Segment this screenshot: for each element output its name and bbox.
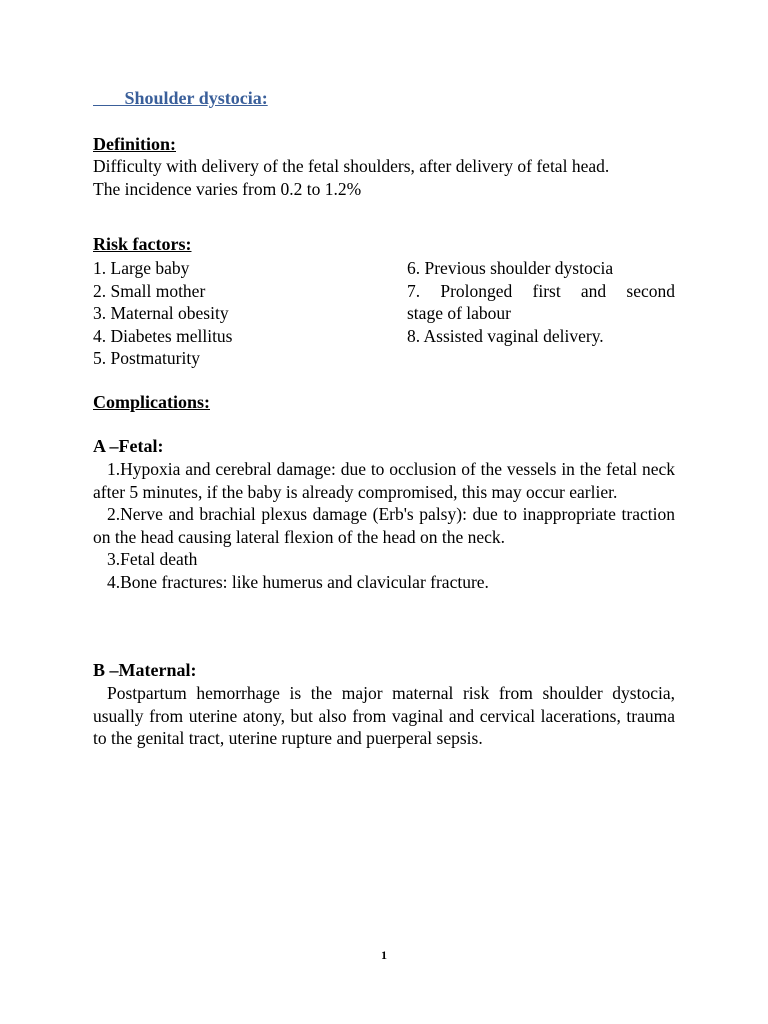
maternal-heading: B –Maternal: bbox=[93, 660, 197, 680]
fetal-complications-list bbox=[93, 458, 675, 593]
risk-factor-item-continued: stage of labour bbox=[407, 303, 511, 323]
risk-factors-heading: Risk factors: bbox=[93, 234, 192, 254]
fetal-heading: A –Fetal: bbox=[93, 436, 164, 456]
definition-heading: Definition: bbox=[93, 134, 176, 154]
maternal-complications-text: Postpartum hemorrhage is the major maternal risk from shoulder dystocia, usually from uterine atony, but also from vaginal and cervical lacerations, trauma to the genital tract, uterine rupture and puerperal sepsis. bbox=[93, 683, 675, 748]
definition-text bbox=[93, 155, 675, 200]
fetal-complication-item: 4.Bone fractures: like humerus and clavicular fracture. bbox=[107, 571, 489, 592]
risk-factor-item: 3. Maternal obesity bbox=[93, 303, 229, 323]
risk-factors-left-column bbox=[93, 257, 393, 370]
fetal-complication-item: 2.Nerve and brachial plexus damage (Erb's palsy): due to inappropriate traction on the head causing lateral flexion of the head on the neck. bbox=[93, 504, 675, 547]
risk-factor-item: 4. Diabetes mellitus bbox=[93, 325, 233, 346]
risk-factors-right-column bbox=[407, 257, 675, 347]
risk-factor-item: 5. Postmaturity bbox=[93, 348, 200, 368]
definition-line-2: The incidence varies from 0.2 to 1.2% bbox=[93, 178, 362, 199]
page-title: Shoulder dystocia: bbox=[93, 88, 268, 108]
definition-line-1: Difficulty with delivery of the fetal shoulders, after delivery of fetal head. bbox=[93, 156, 610, 176]
risk-factor-item: 8. Assisted vaginal delivery. bbox=[407, 325, 604, 346]
page-number: 1 bbox=[381, 948, 387, 962]
fetal-complication-item: 1.Hypoxia and cerebral damage: due to occlusion of the vessels in the fetal neck after 5 minutes, if the baby is already compromised, this may occur earlier. bbox=[93, 459, 675, 502]
fetal-complication-item: 3.Fetal death bbox=[107, 549, 198, 569]
risk-factor-item: 1. Large baby bbox=[93, 258, 190, 278]
risk-factor-item: 6. Previous shoulder dystocia bbox=[407, 258, 614, 278]
complications-heading: Complications: bbox=[93, 392, 210, 412]
risk-factor-item: 7. Prolonged first and second bbox=[407, 280, 675, 301]
risk-factor-item: 2. Small mother bbox=[93, 280, 206, 301]
